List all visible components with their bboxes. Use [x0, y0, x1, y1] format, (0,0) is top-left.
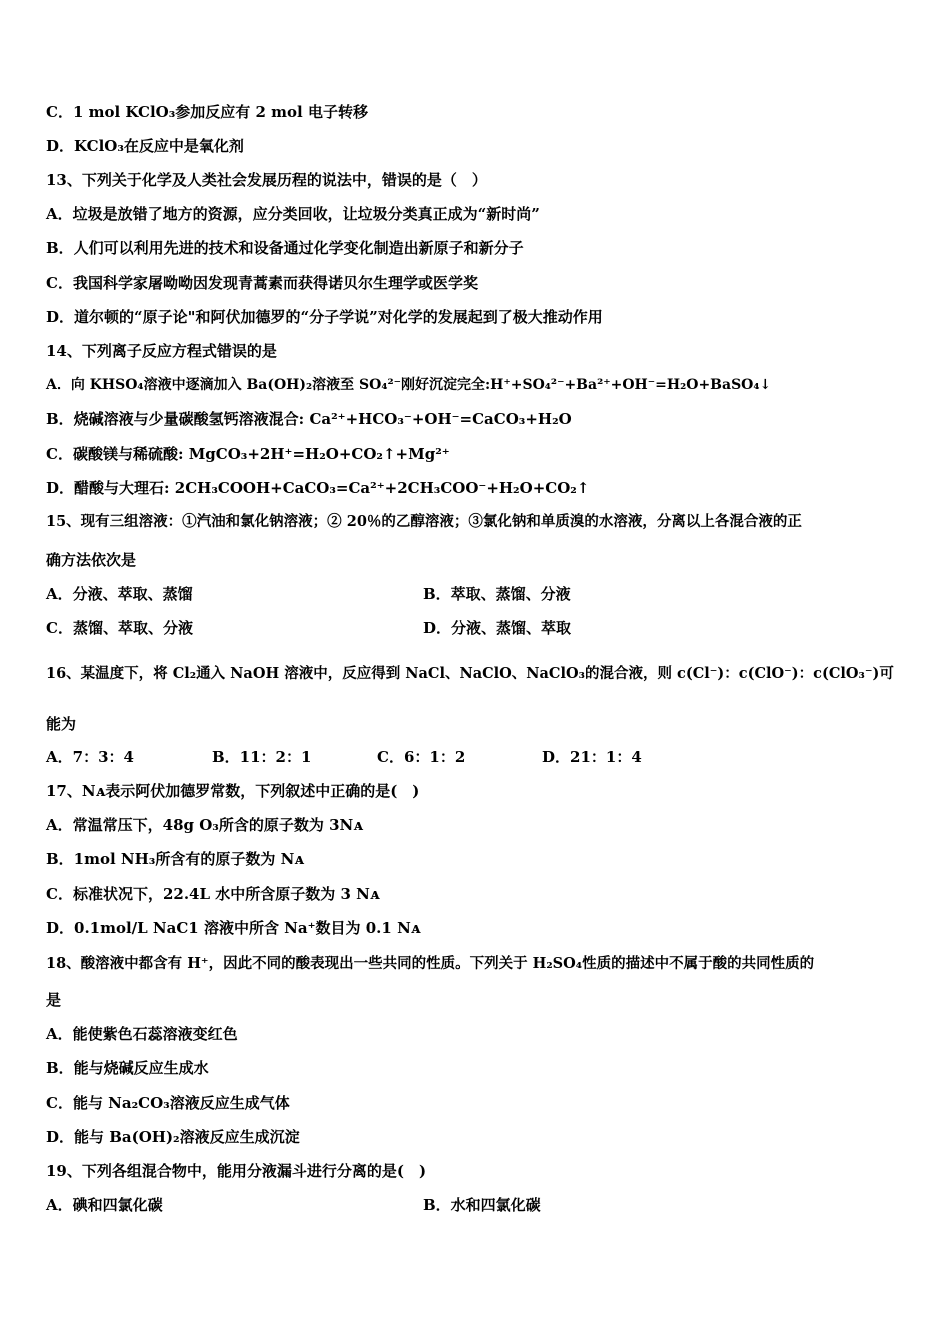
q16-stem-line2: 能为	[46, 715, 77, 733]
q15-option-c: C．蒸馏、萃取、分液	[46, 619, 193, 637]
q15-options-row2	[46, 618, 906, 638]
q15-options-row1	[46, 584, 906, 604]
q18-option-b: B．能与烧碱反应生成水	[46, 1059, 209, 1077]
q18-option-d: D．能与 Ba(OH)₂溶液反应生成沉淀	[46, 1128, 300, 1146]
q15-option-d: D．分液、蒸馏、萃取	[423, 619, 572, 637]
q14-option-b: B．烧碱溶液与少量碳酸氢钙溶液混合: Ca²⁺+HCO₃⁻+OH⁻=CaCO₃+H₂O	[46, 410, 572, 428]
q15-option-a: A．分液、萃取、蒸馏	[46, 585, 193, 603]
q15-stem-line2: 确方法依次是	[46, 551, 137, 569]
q13-option-b: B．人们可以利用先进的技术和设备通过化学变化制造出新原子和新分子	[46, 239, 524, 257]
q16-option-b: B．11：2：1	[212, 748, 312, 766]
q19-option-b: B．水和四氯化碳	[423, 1196, 541, 1214]
q14-option-a: A．向 KHSO₄溶液中逐滴加入 Ba(OH)₂溶液至 SO₄²⁻刚好沉淀完全:H⁺+SO₄²⁻+Ba²⁺+OH⁻=H₂O+BaSO₄↓	[46, 377, 772, 393]
q19-option-a: A．碘和四氯化碳	[46, 1196, 163, 1214]
q17-option-b: B．1mol NH₃所含有的原子数为 Nᴀ	[46, 850, 304, 868]
q13-option-c: C．我国科学家屠呦呦因发现青蒿素而获得诺贝尔生理学或医学奖	[46, 274, 478, 292]
q17-option-a: A．常温常压下，48g O₃所含的原子数为 3Nᴀ	[46, 816, 363, 834]
q17-stem: 17、Nᴀ表示阿伏加德罗常数，下列叙述中正确的是( )	[46, 782, 420, 800]
q16-option-c: C．6：1：2	[377, 748, 466, 766]
q15-option-b: B．萃取、蒸馏、分液	[423, 585, 571, 603]
q15-stem-line1: 15、现有三组溶液：①汽油和氯化钠溶液；② 20％的乙醇溶液；③氯化钠和单质溴的水溶液，分离以上各混合液的正	[46, 513, 802, 530]
q18-option-c: C．能与 Na₂CO₃溶液反应生成气体	[46, 1094, 290, 1112]
q13-stem: 13、下列关于化学及人类社会发展历程的说法中，错误的是（ ）	[46, 171, 487, 189]
q13-option-a: A．垃圾是放错了地方的资源，应分类回收，让垃圾分类真正成为“新时尚”	[46, 205, 540, 223]
q18-option-a: A．能使紫色石蕊溶液变红色	[46, 1025, 238, 1043]
q14-stem: 14、下列离子反应方程式错误的是	[46, 342, 277, 360]
q17-option-d: D．0.1mol/L NaC1 溶液中所含 Na⁺数目为 0.1 Nᴀ	[46, 919, 421, 937]
q17-option-c: C．标准状况下，22.4L 水中所含原子数为 3 Nᴀ	[46, 885, 380, 903]
q14-option-d: D．醋酸与大理石: 2CH₃COOH+CaCO₃=Ca²⁺+2CH₃COO⁻+H₂O+CO₂↑	[46, 479, 590, 497]
q13-option-d: D．道尔顿的“原子论"和阿伏加德罗的“分子学说”对化学的发展起到了极大推动作用	[46, 308, 603, 326]
q12-option-d: D．KClO₃在反应中是氧化剂	[46, 137, 244, 155]
q18-stem-line2: 是	[46, 991, 62, 1009]
q16-option-d: D．21：1：4	[542, 748, 642, 766]
q16-stem-line1: 16、某温度下，将 Cl₂通入 NaOH 溶液中，反应得到 NaCl、NaClO、NaClO₃的混合液，则 c(Cl⁻)：c(ClO⁻)：c(ClO₃⁻)可	[46, 665, 894, 682]
q16-option-a: A．7：3：4	[46, 748, 134, 766]
q18-stem-line1: 18、酸溶液中都含有 H⁺，因此不同的酸表现出一些共同的性质。下列关于 H₂SO₄性质的描述中不属于酸的共同性质的	[46, 955, 815, 972]
q19-stem: 19、下列各组混合物中，能用分液漏斗进行分离的是( )	[46, 1162, 427, 1180]
q12-option-c: C．1 mol KClO₃参加反应有 2 mol 电子转移	[46, 103, 368, 121]
q19-options-row	[46, 1195, 906, 1215]
q14-option-c: C．碳酸镁与稀硫酸: MgCO₃+2H⁺=H₂O+CO₂↑+Mg²⁺	[46, 445, 450, 463]
